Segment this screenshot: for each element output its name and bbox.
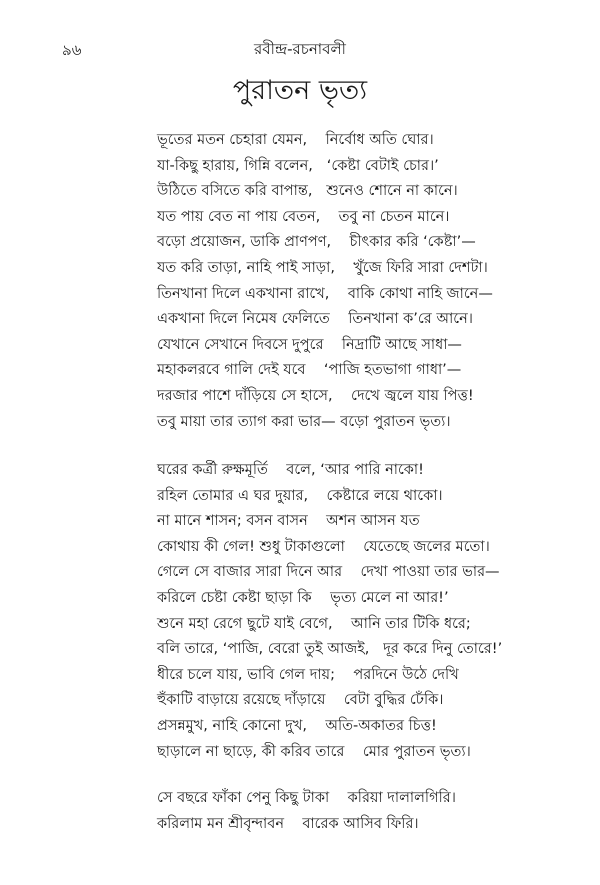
poem-line: হুঁকাটি বাড়ায়ে রয়েছে দাঁড়ায়ে বেটা বুদ্ধির ঢেঁকি। (157, 692, 444, 709)
running-head: রবীন্দ্র-রচনাবলী (254, 40, 346, 58)
poem-line: ধীরে চলে যায়, ভাবি গেল দায়; পরদিনে উঠে দেখি (157, 666, 459, 683)
poem-line: ঘরের কর্ত্রী রুক্ষমূর্তি বলে, ‘আর পারি নাকো! (157, 462, 424, 478)
poem-title: পুরাতন ভৃত্য (232, 75, 368, 106)
stanza-3 (157, 786, 456, 837)
poem-line: রহিল তোমার এ ঘর দুয়ার, কেষ্টারে লয়ে থাকো। (157, 487, 443, 504)
page-number: ৯৬ (62, 41, 82, 59)
poem-line: প্রসন্নমুখ, নাহি কোনো দুখ, অতি-অকাতর চিত্ত! (157, 717, 437, 734)
poem-line: ভূতের মতন চেহারা যেমন, নির্বোধ অতি ঘোর। (157, 132, 434, 148)
poem-line: ছাড়ালে না ছাড়ে, কী করিব তারে মোর পুরাতন ভৃত্য। (157, 743, 471, 760)
poem-line: গেলে সে বাজার সারা দিনে আর দেখা পাওয়া তার ভার— (157, 564, 500, 581)
poem-line: যত পায় বেত না পায় বেতন, তবু না চেতন মানে। (157, 208, 450, 225)
poem-line: কোথায় কী গেল! শুধু টাকাগুলো যেতেছে জলের মতো। (157, 538, 490, 555)
poem-line: সে বছরে ফাঁকা পেনু কিছু টাকা করিয়া দালালগিরি। (157, 790, 456, 806)
poem-line: দরজার পাশে দাঁড়িয়ে সে হাসে, দেখে জ্বলে যায় পিত্ত! (157, 387, 474, 404)
poem-line: তবু মায়া তার ত্যাগ করা ভার— বড়ো পুরাতন ভৃত্য। (157, 413, 451, 430)
poem-line: একখানা দিলে নিমেষ ফেলিতে তিনখানা ক’রে আনে। (157, 311, 473, 328)
poem-line: বলি তারে, ‘পাজি, বেরো তুই আজই, দূর করে দিনু তোরে!’ (157, 641, 503, 658)
poem-line: করিলাম মন শ্রীবৃন্দাবন বারেক আসিব ফিরি। (157, 815, 419, 832)
poem-line: যা-কিছু হারায়, গিন্নি বলেন, ‘কেষ্টা বেটাই চোর।’ (157, 157, 439, 174)
poem-line: করিলে চেষ্টা কেষ্টা ছাড়া কি ভৃত্য মেলে না আর!’ (157, 589, 449, 606)
poem-line: বড়ো প্রয়োজন, ডাকি প্রাণপণ, চীৎকার করি ‘কেষ্টা’— (157, 234, 476, 251)
poem-line: মহাকলরবে গালি দেই যবে ‘পাজি হতভাগা গাধা’— (157, 362, 462, 379)
poem-line: উঠিতে বসিতে করি বাপান্ত, শুনেও শোনে না কানে। (157, 183, 458, 200)
poem-line: না মানে শাসন; বসন বাসন অশন আসন যত (157, 513, 420, 530)
stanza-2 (157, 458, 502, 765)
stanza-1 (157, 128, 493, 435)
poem-line: যত করি তাড়া, নাহি পাই সাড়া, খুঁজে ফিরি সারা দেশটা। (157, 259, 488, 276)
poem-line: তিনখানা দিলে একখানা রাখে, বাকি কোথা নাহি জানে— (157, 285, 493, 302)
poem-line: শুনে মহা রেগে ছুটে যাই বেগে, আনি তার টিকি ধরে; (157, 615, 471, 632)
poem-line: যেখানে সেখানে দিবসে দুপুরে নিদ্রাটি আছে সাধা— (157, 336, 462, 353)
